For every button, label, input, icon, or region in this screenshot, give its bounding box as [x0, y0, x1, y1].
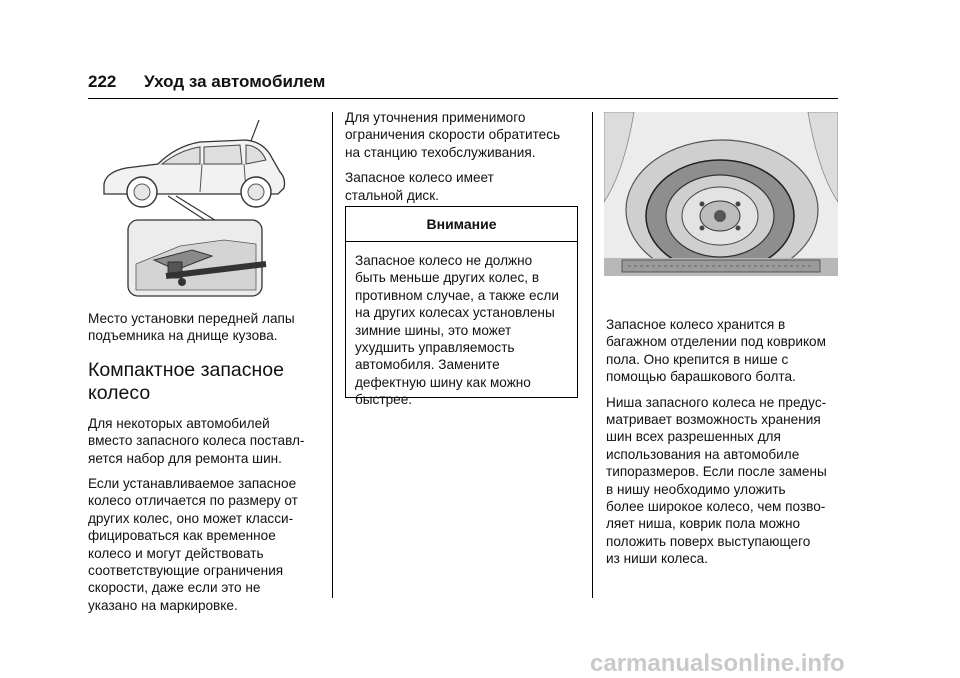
text-line: в нишу необходимо уложить — [606, 481, 786, 497]
text-line: Для некоторых автомобилей — [88, 415, 270, 431]
text-line: дефектную шину как можно — [355, 374, 531, 390]
text-line: на станцию техобслуживания. — [345, 144, 536, 160]
chapter-title: Уход за автомобилем — [144, 72, 326, 91]
heading-line: Компактное запасное — [88, 358, 284, 381]
page-header — [88, 72, 838, 96]
text-line: других колес, оно может класси- — [88, 510, 294, 526]
text-line: матривает возможность хранения — [606, 412, 821, 428]
text-line: Ниша запасного колеса не предус- — [606, 394, 827, 410]
watermark: carmanualsonline.info — [590, 650, 845, 677]
text-line: ухудшить управляемость — [355, 340, 515, 356]
car-lift-point-illustration — [96, 114, 306, 300]
text-line: помощью барашкового болта. — [606, 369, 796, 385]
text-line: стальной диск. — [345, 187, 439, 203]
text-line: Запасное колесо имеет — [345, 170, 494, 186]
text-line: Запасное колесо хранится в — [606, 317, 786, 332]
notice-body — [346, 242, 577, 409]
text-line: из ниши колеса. — [606, 551, 708, 567]
text-line: колесо и могут действовать — [88, 545, 264, 561]
text-line: подъемника на днище кузова. — [88, 328, 278, 344]
paragraph — [88, 415, 328, 467]
text-line: яется набор для ремонта шин. — [88, 450, 282, 466]
text-line: вместо запасного колеса поставл- — [88, 433, 305, 449]
paragraph — [345, 109, 585, 161]
column-1 — [88, 310, 328, 622]
text-line: шин всех разрешенных для — [606, 429, 781, 445]
paragraph — [345, 169, 585, 204]
text-line: фицироваться как временное — [88, 528, 276, 544]
text-line: Место установки передней лапы — [88, 311, 295, 326]
section-heading — [88, 359, 328, 405]
heading-line: колесо — [88, 381, 151, 404]
figure-caption — [88, 310, 328, 345]
text-line: более широкое колесо, чем позво- — [606, 499, 826, 515]
warning-notice-box — [345, 206, 578, 408]
text-line: ограничения скорости обратитесь — [345, 127, 561, 143]
text-line: Если устанавливаемое запасное — [88, 476, 297, 492]
text-line: типоразмеров. Если после замены — [606, 464, 827, 480]
column-3 — [606, 316, 846, 576]
text-line: Запасное колесо не должно — [355, 253, 533, 268]
text-line: быстрее. — [355, 392, 413, 408]
column-2 — [345, 109, 585, 212]
spare-wheel-well-illustration — [604, 112, 838, 276]
text-line: ляет ниша, коврик пола можно — [606, 516, 801, 532]
column-divider-2 — [592, 112, 593, 598]
text-line: зимние шины, это может — [355, 322, 512, 338]
text-line: багажном отделении под ковриком — [606, 334, 826, 350]
text-line: на других колесах установлены — [355, 305, 555, 321]
text-line: использования на автомобиле — [606, 446, 800, 462]
text-line: колесо отличается по размеру от — [88, 493, 298, 509]
paragraph — [88, 475, 328, 614]
paragraph — [606, 316, 846, 386]
text-line: автомобиля. Замените — [355, 357, 500, 373]
column-divider-1 — [332, 112, 333, 598]
text-line: Для уточнения применимого — [345, 110, 526, 125]
paragraph — [606, 394, 846, 568]
text-line: быть меньше других колес, в — [355, 270, 540, 286]
text-line: соответствующие ограничения — [88, 563, 284, 579]
text-line: противном случае, а также если — [355, 287, 559, 303]
text-line: пола. Оно крепится в нише с — [606, 351, 789, 367]
notice-title: Внимание — [346, 207, 577, 242]
page-number: 222 — [88, 72, 117, 91]
text-line: положить поверх выступающего — [606, 533, 811, 549]
text-line: скорости, даже если это не — [88, 580, 261, 596]
text-line: указано на маркировке. — [88, 597, 238, 613]
header-rule — [88, 98, 838, 99]
